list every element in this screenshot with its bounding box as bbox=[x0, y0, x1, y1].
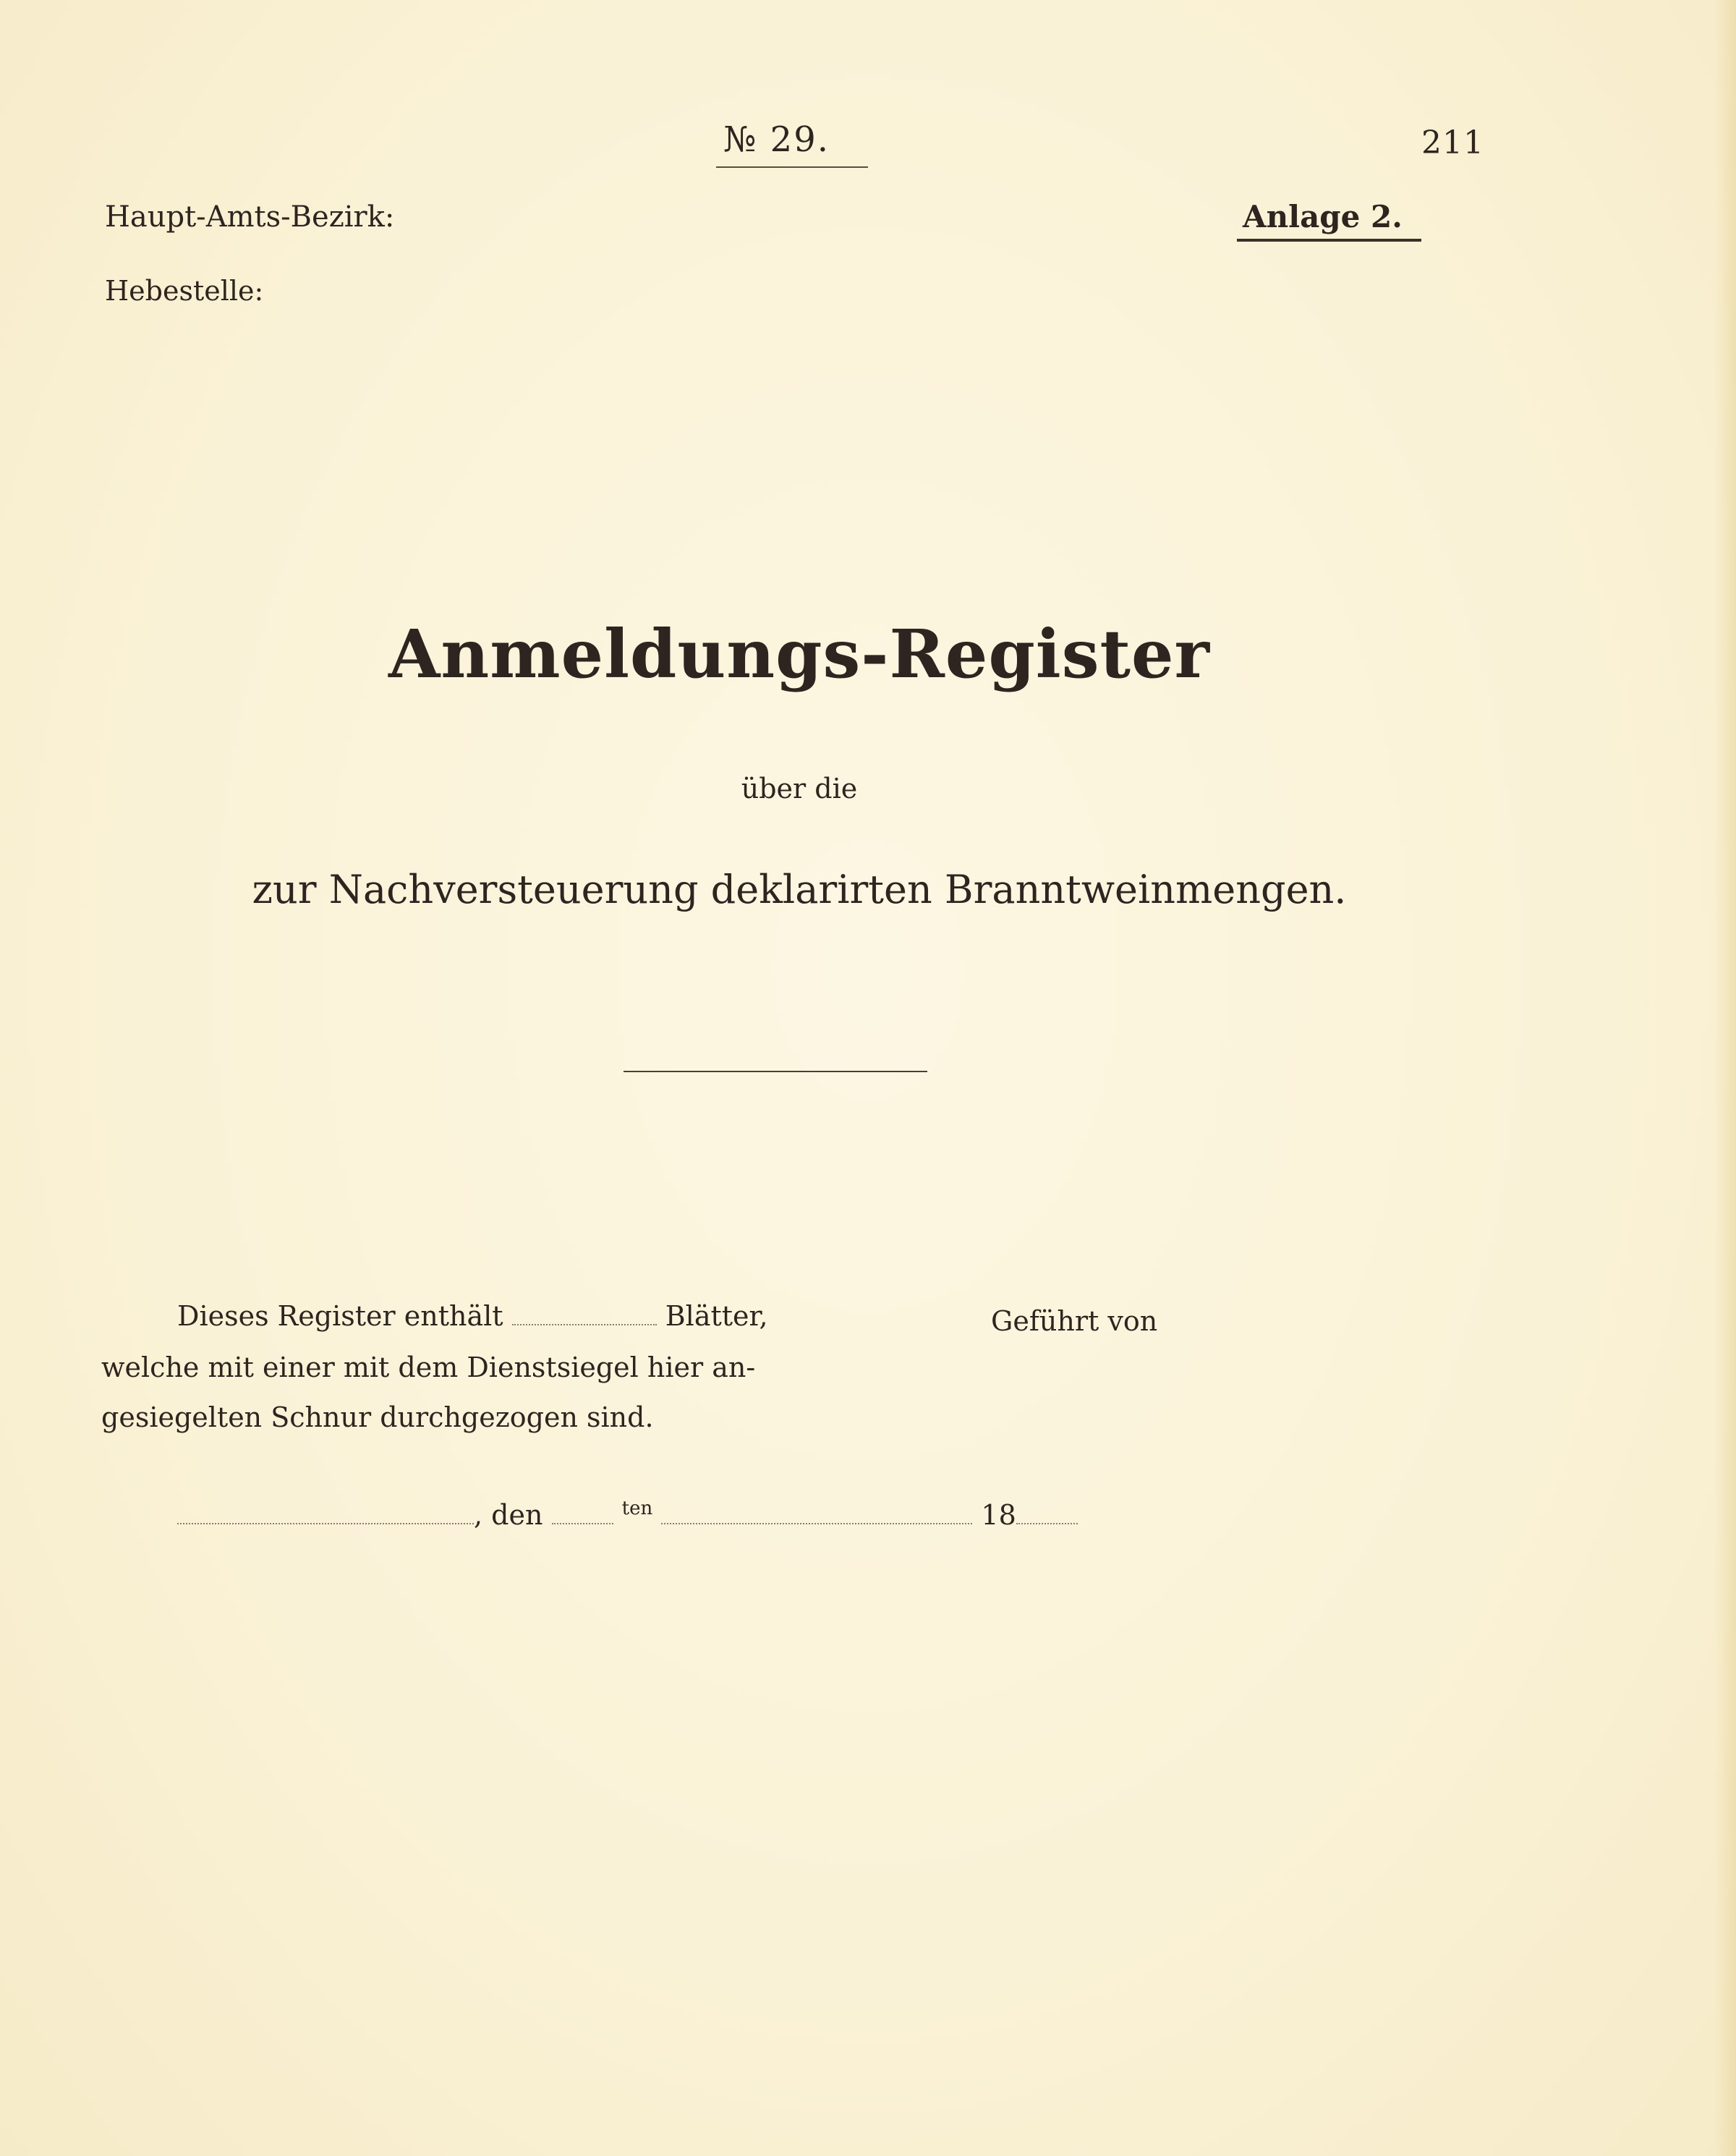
place-blank bbox=[177, 1501, 474, 1524]
register-note-line-2: welche mit einer mit dem Dienstsiegel hier an- bbox=[101, 1351, 756, 1383]
date-ten-suffix: ten bbox=[621, 1498, 653, 1519]
annex-underline bbox=[1237, 239, 1421, 242]
page-number: 211 bbox=[1421, 124, 1484, 161]
date-line bbox=[177, 1498, 1078, 1531]
document-number: № 29. bbox=[723, 119, 830, 160]
led-by-label: Geführt von bbox=[991, 1305, 1158, 1337]
office-label: Hebestelle: bbox=[105, 275, 264, 307]
subtitle-connector: über die bbox=[741, 773, 858, 805]
district-label: Haupt-Amts-Bezirk: bbox=[105, 200, 395, 234]
register-note-text-before: Dieses Register enthält bbox=[177, 1300, 503, 1332]
page-title: Anmeldungs-Register bbox=[388, 615, 1211, 693]
register-note-line-1 bbox=[177, 1300, 768, 1332]
document-number-underline bbox=[716, 166, 868, 168]
month-blank bbox=[661, 1501, 972, 1524]
year-blank bbox=[1016, 1501, 1078, 1524]
register-note-text-after: Blätter, bbox=[665, 1300, 768, 1332]
page-edge-shading bbox=[1714, 0, 1736, 2156]
sheet-count-blank bbox=[512, 1302, 657, 1325]
annex-label: Anlage 2. bbox=[1243, 199, 1403, 234]
date-comma-den: , den bbox=[474, 1499, 543, 1531]
day-blank bbox=[552, 1501, 613, 1524]
section-divider bbox=[624, 1071, 927, 1072]
register-note-line-3: gesiegelten Schnur durchgezogen sind. bbox=[101, 1401, 654, 1433]
subtitle: zur Nachversteuerung deklarirten Branntweinmengen. bbox=[252, 867, 1347, 912]
year-prefix: 18 bbox=[981, 1499, 1016, 1531]
